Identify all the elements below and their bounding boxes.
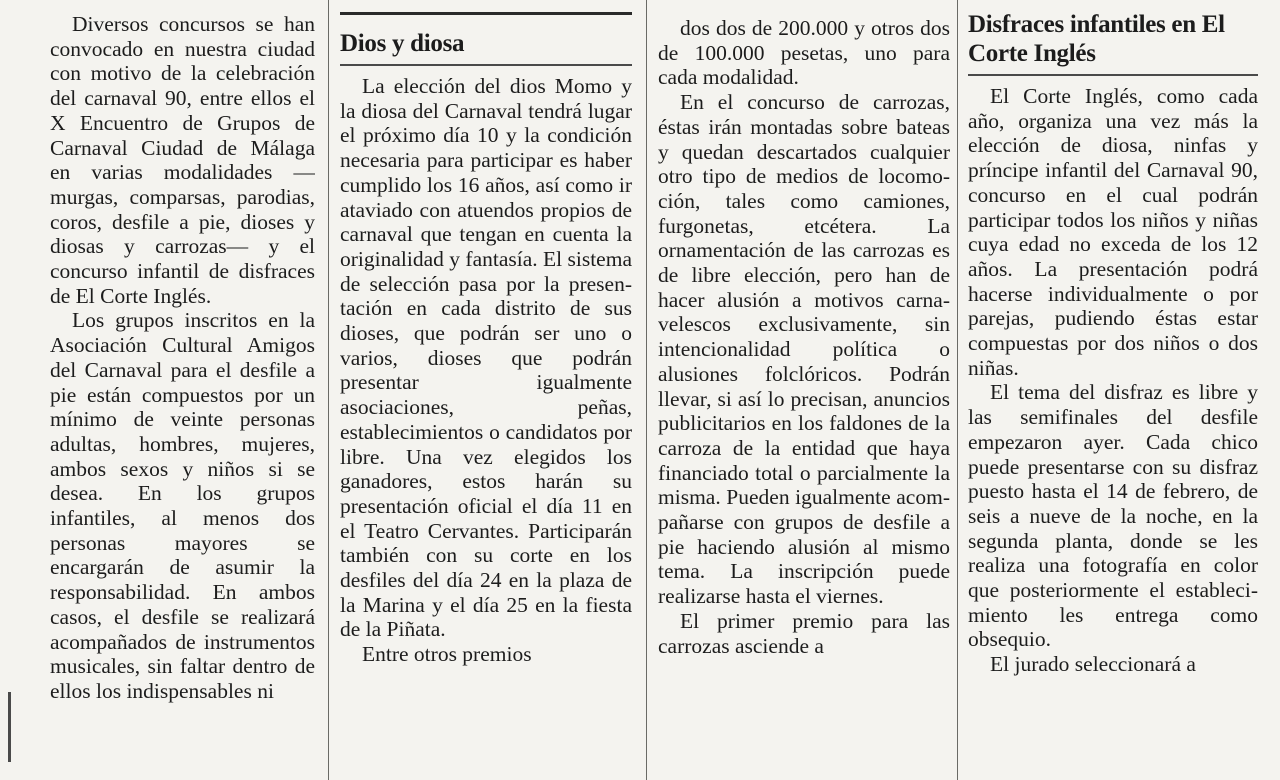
paragraph: Los grupos inscritos en la Asociación Cultural Amigos del Carnaval para el desfile a pie están compuestos por un mínimo de veinte personas adultas, hombres, mujeres, ambos sexos y niños si se desea. En los grupos infantiles, al menos dos personas mayores se encargarán de asumir la responsabilidad. En ambos casos, el desfile se realizará acompañados de instrumentos musicales, sin faltar dentro de ellos los indispensables ni bbox=[50, 308, 315, 703]
paragraph: Diversos concursos se han convocado en nuestra ciudad con motivo de la celebración del carnaval 90, entre ellos el X Encuentro de Grupos de Carnaval Ciudad de Málaga en varias modalidades —murgas, comparsas, parodias, coros, desfile a pie, dioses y diosas y carrozas— y el concurso infantil de disfraces de El Corte Inglés. bbox=[50, 12, 315, 308]
column-rule bbox=[957, 0, 958, 780]
paragraph: El Corte Inglés, como cada año, organiza una vez más la elección de diosa, ninfas y príncipe infantil del Carnaval 90, concurso en el cual podrán participar todos los niños y niñas cuya edad no exceda de los 12 años. La presentación podrá hacerse individualmente o por parejas, pudiendo éstas estar compuestas por dos niños o dos niñas. bbox=[968, 84, 1258, 380]
paragraph: El jurado seleccionará a bbox=[990, 652, 1196, 677]
paragraph: Entre otros premios bbox=[362, 642, 532, 667]
paragraph: La elección del dios Momo y la diosa del Carnaval tendrá lugar el próximo día 10 y la condición necesaria para participar es haber cumplido los 16 años, así como ir ataviado con atuendos propios de carnaval que tengan en cuenta la originalidad y fantasía. El sistema de selección pasa por la presentación en cada distrito de sus dioses, que podrán ser uno o varios, dioses que podrán presentar igualmente asociaciones, peñas, establecimientos o candidatos por libre. Una vez elegidos los ganadores, estos harán su presentación oficial el día 11 en el Teatro Cervantes. Participarán también con su corte en los desfiles del día 24 en la plaza de la Marina y el día 25 en la fiesta de la Piñata. bbox=[340, 74, 632, 642]
paragraph: El tema del disfraz es libre y las semifinales del desfile empezaron ayer. Cada chico puede presentarse con su disfraz puesto hasta el 14 de febrero, de seis a nueve de la noche, en la segunda planta, donde se les realiza una fotografía en color que posteriormente el establecimiento les entrega como obsequio. bbox=[968, 380, 1258, 652]
column-rule bbox=[328, 0, 329, 780]
margin-mark bbox=[8, 692, 11, 762]
section-heading-disfraces-infantiles: Disfraces infantiles en El Corte Inglés bbox=[968, 0, 1258, 76]
paragraph: El primer premio para las carrozas asciende a bbox=[658, 608, 950, 658]
column-1 bbox=[50, 0, 315, 780]
paragraph: dos dos de 200.000 y otros dos de 100.000 pesetas, uno para cada modalidad. bbox=[658, 16, 950, 90]
column-4 bbox=[968, 0, 1258, 780]
column-2 bbox=[340, 0, 632, 780]
section-heading-dios-y-diosa: Dios y diosa bbox=[340, 12, 632, 66]
column-3 bbox=[658, 0, 950, 780]
column-rule bbox=[646, 0, 647, 780]
paragraph: En el concurso de carrozas, éstas irán montadas sobre bateas y quedan descartados cualquier otro tipo de medios de locomoción, tales como camiones, furgonetas, etcétera. La ornamentación de las carrozas es de libre elección, pero han de hacer alusión a motivos carnavelescos exclusivamente, sin intencionalidad política o alusiones folclóricos. Podrán llevar, si así lo precisan, anuncios publicitarios en los faldones de la carroza de la entidad que haya financiado total o parcialmente la misma. Pueden igualmente acompañarse con grupos de desfile a pie haciendo alusión al mismo tema. La inscripción puede realizarse hasta el viernes. bbox=[658, 90, 950, 609]
